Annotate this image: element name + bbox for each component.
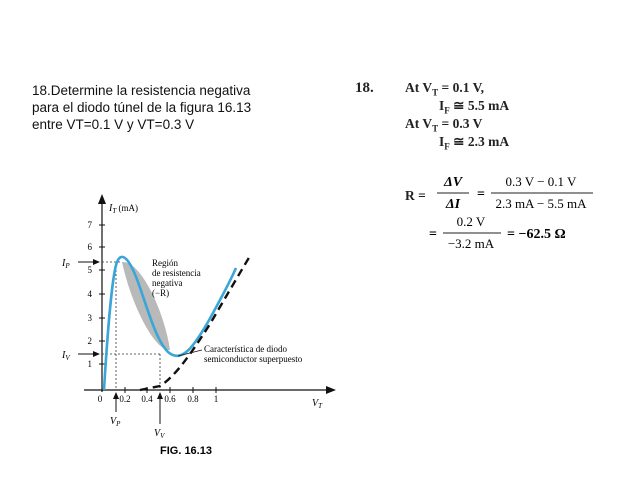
y-tick-2: 2: [87, 336, 92, 346]
delta-i: ΔI: [445, 197, 461, 212]
vp-arrow-icon: [113, 392, 119, 399]
region-line-2: de resistencia: [152, 268, 201, 278]
char-pointer: [178, 350, 202, 356]
characteristic-annotation: [204, 344, 303, 364]
x-tick-1: 1: [213, 394, 219, 404]
x-tick-0-4: 0.4: [141, 394, 153, 404]
at-vt-line-2: At $V_T = 0.3$ V: [405, 116, 483, 134]
equals-1: =: [477, 187, 485, 202]
y-tick-7: 7: [87, 220, 92, 230]
y-tick-4: 4: [87, 289, 92, 299]
r-equation: [431, 172, 621, 252]
question-line-1: 18.Determine la resistencia negativa: [32, 83, 251, 98]
y-tick-3: 3: [87, 313, 92, 323]
tunnel-diode-figure: [60, 190, 360, 470]
region-line-4: (−R): [152, 288, 170, 298]
x-tick-0-2: 0.2: [119, 394, 131, 404]
char-line-2: semiconductor superpuesto: [204, 354, 303, 364]
question-text: [32, 82, 302, 133]
y-tick-5: 5: [87, 265, 92, 275]
fraction-1-denominator: 2.3 mA − 5.5 mA: [495, 196, 587, 211]
region-annotation: [152, 258, 201, 298]
if-line-2: $I_F$ ≅ 2.3 mA: [439, 134, 510, 152]
equals-2: =: [429, 227, 437, 242]
iv-arrow-icon: [93, 351, 100, 357]
region-line-3: negativa: [152, 278, 183, 288]
ip-label: $I_P$: [62, 258, 70, 270]
region-line-1: Región: [152, 258, 178, 268]
fraction-2-numerator: 0.2 V: [456, 214, 486, 229]
solution-block: [355, 80, 625, 260]
y-axis-label: $I_T$ (mA): [109, 203, 138, 215]
y-axis-arrow-icon: [98, 194, 106, 204]
y-tick-1: 1: [87, 359, 92, 369]
fraction-2-denominator: −3.2 mA: [447, 236, 495, 251]
delta-v: ΔV: [443, 175, 463, 190]
vv-arrow-icon: [157, 392, 163, 399]
fraction-1-numerator: 0.3 V − 0.1 V: [505, 174, 577, 189]
vv-label: $V_V$: [154, 428, 165, 440]
x-tick-0-6: 0.6: [164, 394, 176, 404]
iv-label: $I_V$: [62, 350, 70, 362]
if-line-1: $I_F$ ≅ 5.5 mA: [439, 98, 510, 116]
x-tick-0: 0: [97, 394, 103, 404]
x-axis-label: $V_T$: [312, 398, 323, 410]
solution-number: 18.: [355, 80, 374, 96]
r-label: R =: [405, 188, 426, 203]
y-tick-6: 6: [87, 242, 92, 252]
ip-arrow-icon: [93, 259, 100, 265]
question-line-3: entre VT=0.1 V y VT=0.3 V: [32, 117, 195, 132]
x-axis-arrow-icon: [326, 386, 336, 394]
figure-caption: FIG. 16.13: [160, 445, 212, 457]
x-tick-0-8: 0.8: [187, 394, 199, 404]
vp-label: $V_P$: [110, 416, 121, 428]
at-vt-line-1: At $V_T = 0.1$ V,: [405, 80, 484, 98]
question-line-2: para el diodo túnel de la figura 16.13: [32, 100, 252, 115]
result-value: = −62.5 Ω: [507, 227, 566, 242]
char-line-1: Característica de diodo: [204, 344, 287, 354]
